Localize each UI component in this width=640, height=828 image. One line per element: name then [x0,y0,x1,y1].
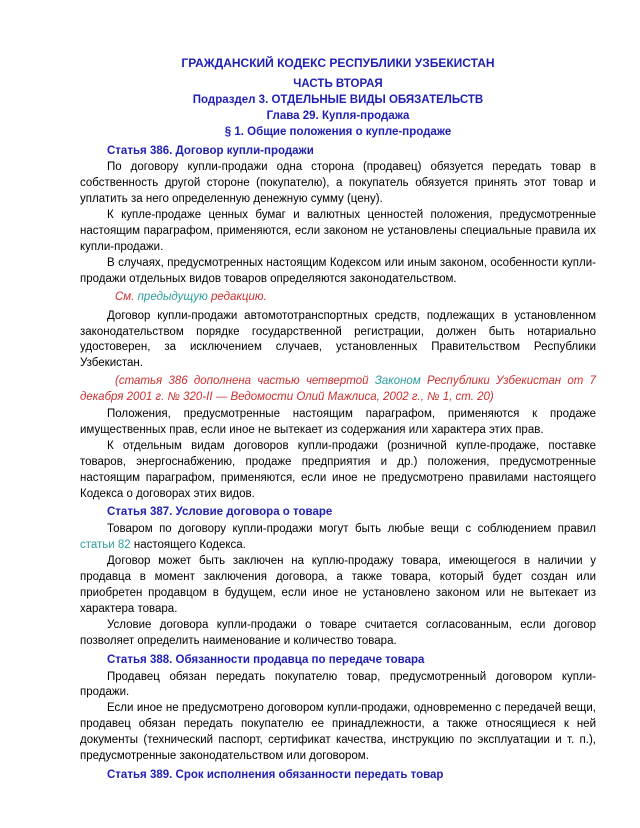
article-386-heading [80,144,596,160]
text-run: (статья 386 дополнена частью четвертой [115,375,375,388]
paragraph [80,618,596,650]
text-run: Договор может быть заключен на куплю-продажу товара, имеющегося в наличии у продавца в момент заключения договора, а также товара, который будет создан или приобретен продавцом в будущем, если иное не установлено законом или не вытекает из характера товара. [80,555,596,615]
text-run: Условие договора купли-продажи о товаре считается согласованным, если договор позволяет определить наименование и количество товара. [80,618,596,647]
article-388-heading [80,653,596,669]
paragraph [80,522,596,554]
text-run: Статья 386. Договор купли-продажи [107,144,314,157]
article-389-heading [80,768,596,784]
paragraph [80,701,596,765]
part-heading: ЧАСТЬ ВТОРАЯ [293,77,383,90]
text-run: По договору купли-продажи одна сторона (продавец) обязуется передать товар в собственность другой стороне (покупателю), а покупатель обязуется принять этот товар и уплатить за него определенную денежную сумму (цену). [80,161,596,206]
document-body [80,144,596,784]
paragraph [80,439,596,503]
paragraph [80,208,596,256]
chapter-heading: Глава 29. Купля-продажа [266,109,410,122]
subsection-heading: Подраздел 3. ОТДЕЛЬНЫЕ ВИДЫ ОБЯЗАТЕЛЬСТВ [192,93,484,106]
article-387-heading [80,505,596,521]
paragraph [80,554,596,618]
paragraph [80,670,596,702]
text-run: редакцию. [207,290,267,303]
previous-edition-link[interactable]: предыдущую [137,290,208,303]
paragraph [80,407,596,439]
paragraph [80,309,596,373]
text-run: Положения, предусмотренные настоящим параграфом, применяются к продаже имущественных прав, если иное не вытекает из содержания или характера этих прав. [80,408,596,436]
text-run: К отдельным видам договоров купли-продажи (розничной купле-продаже, поставке товаров, энергоснабжению, продаже предприятия и др.) положения, предусмотренные настоящим параграфом, применяются, если иное не предусмотрено правилами настоящего Кодекса о договорах этих видов. [80,439,596,500]
text-run: Товаром по договору купли-продажи могут быть любые вещи с соблюдением правил [107,523,596,536]
see-previous-note [80,290,596,306]
law-link[interactable]: Законом [374,375,421,388]
text-run: настоящего Кодекса. [130,539,246,552]
text-run: Статья 387. Условие договора о товаре [107,506,333,519]
text-run: Договор купли-продажи автомототранспортных средств, подлежащих в установленном законодательством порядке государственной регистрации, должен быть нотариально удостоверен, за исключением случаев, установленных Правительством Республики Узбекистан. [80,309,596,370]
text-run: См. [115,290,138,303]
paragraph [80,160,596,208]
text-run: В случаях, предусмотренных настоящим Кодексом или иным законом, особенности купли-продажи отдельных видов товаров определяются законодательством. [80,256,596,285]
article-82-link[interactable]: статьи 82 [80,539,131,552]
text-run: Статья 388. Обязанности продавца по передаче товара [107,653,425,666]
editorial-note [80,374,596,406]
text-run: К купле-продаже ценных бумаг и валютных ценностей положения, предусмотренные настоящим параграфом, применяются, если законом не установлены специальные правила их купли-продажи. [80,209,596,253]
paragraph [80,256,596,288]
document-title: ГРАЖДАНСКИЙ КОДЕКС РЕСПУБЛИКИ УЗБЕКИСТАН [181,56,495,70]
section-heading: § 1. Общие положения о купле-продаже [224,125,452,138]
text-run: Продавец обязан передать покупателю товар, предусмотренный договором купли-продажи. [80,670,596,699]
text-run: Республики Узбекистан от 7 декабря 2001 г. № 320-II — Ведомости Олий Мажлиса, 2002 г., № 1, ст. 20) [80,375,596,404]
text-run: Если иное не предусмотрено договором купли-продажи, одновременно с передачей вещи, продавец обязан передать покупателю ее принадлежности, а также относящиеся к ней документы (технический паспорт, сертификат качества, инструкцию по эксплуатации и т. п.), предусмотренные законодательством или договором. [80,702,596,763]
text-run: Статья 389. Срок исполнения обязанности передать товар [107,768,444,781]
